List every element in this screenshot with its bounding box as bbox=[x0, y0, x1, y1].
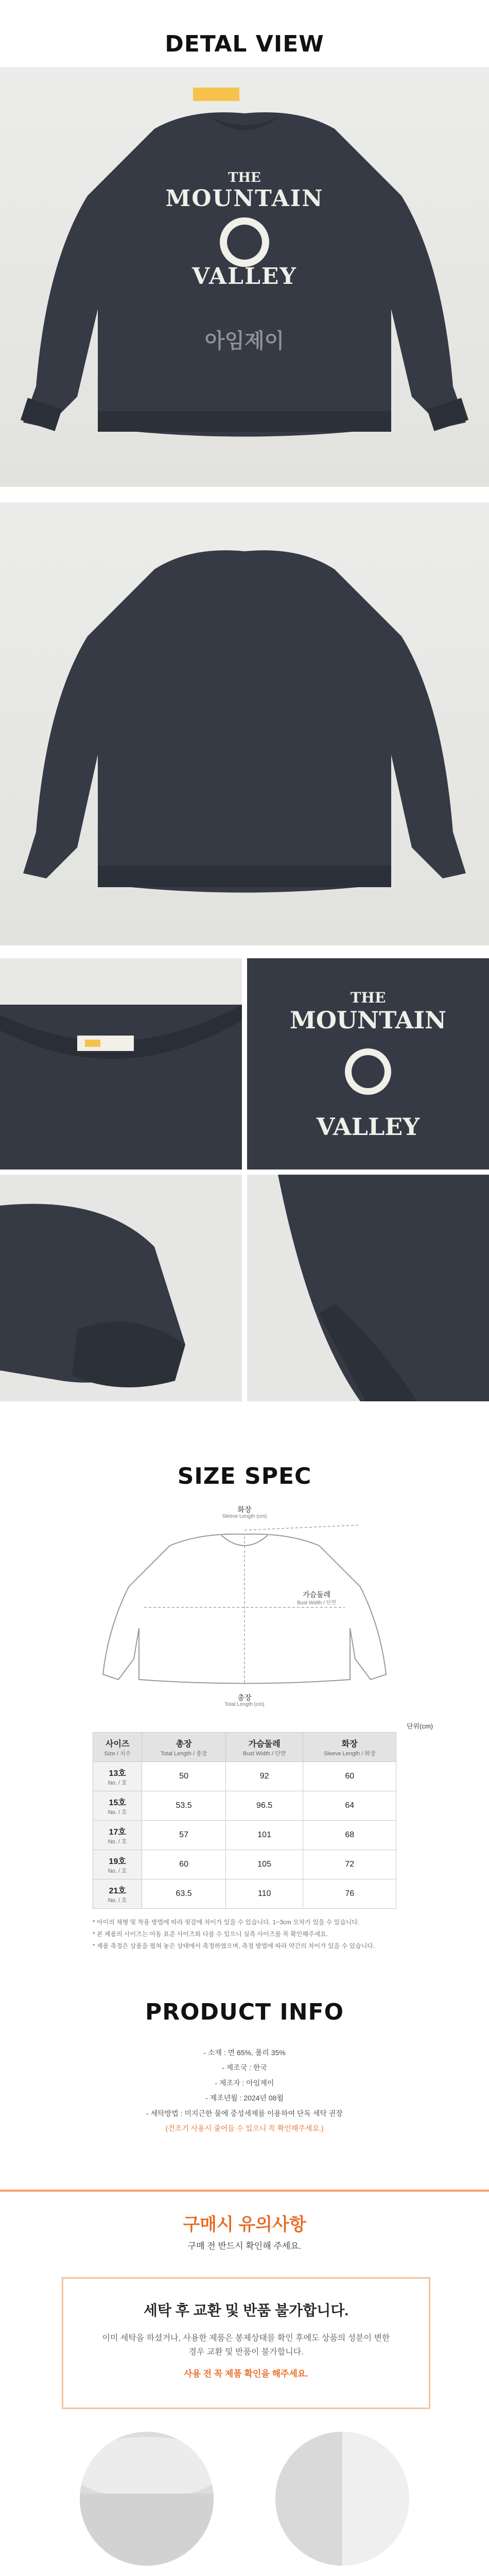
size-note: * 제품 측정은 상품을 펼쳐 놓은 상태에서 측정하였으며, 측정 방법에 따라 약간의 차이가 있을 수 있습니다. bbox=[93, 1942, 375, 1950]
detail-photo-print bbox=[247, 958, 489, 1170]
size-diagram bbox=[0, 1504, 489, 1721]
print-closeup-the: THE bbox=[350, 989, 386, 1006]
size-note: * 아이의 체형 및 착용 방법에 따라 핏감에 차이가 있을 수 있습니다. 1~3cm 오차가 있을 수 있습니다. bbox=[93, 1919, 360, 1926]
watermark: 아임제이 bbox=[204, 330, 285, 352]
size-spec-notes bbox=[93, 1917, 412, 1952]
caution-title: 구매시 유의사항 bbox=[183, 2215, 306, 2234]
product-info-line: - 제조년월 : 2024년 08월 bbox=[205, 2094, 284, 2103]
product-info-line: - 제조자 : 아임제이 bbox=[215, 2078, 274, 2087]
product-info-line: (건조기 사용시 줄어들 수 있으니 꼭 확인해주세요.) bbox=[165, 2124, 324, 2132]
product-info-line: - 세탁방법 : 미지근한 물에 중성세제를 이용하여 단독 세탁 권장 bbox=[146, 2109, 343, 2117]
product-photo-back bbox=[0, 502, 489, 945]
detail-photo-hem bbox=[247, 1175, 489, 1401]
header-sleeve: 화장 Sleeve Length / 화장 bbox=[303, 1733, 396, 1762]
caution-box bbox=[62, 2277, 430, 2409]
chest-label: 가슴둘레 bbox=[302, 1590, 331, 1599]
size-note: * 본 제품의 사이즈는 아동 표준 사이즈와 다를 수 있으니 실측 사이즈를 꼭 확인해주세요. bbox=[93, 1930, 328, 1938]
print-closeup-mountain: MOUNTAIN bbox=[289, 1006, 447, 1034]
sleeve-label: 화장 bbox=[237, 1505, 252, 1514]
caution-subtitle: 구매 전 반드시 확인해 주세요. bbox=[187, 2241, 302, 2251]
neck-photo bbox=[80, 2432, 214, 2566]
length-label: 총장 bbox=[237, 1693, 252, 1702]
detail-photo-cuff bbox=[0, 1175, 242, 1401]
caution-card-neck bbox=[57, 2432, 237, 2576]
chest-label-en: Bust Width / 단면 bbox=[296, 1600, 336, 1606]
table-row: 15호 No. / 호 53.5 96.5 64 bbox=[93, 1791, 396, 1821]
product-info-title: PRODUCT INFO bbox=[145, 1999, 344, 2025]
section-divider bbox=[0, 2190, 489, 2192]
product-info-line: - 제조국 : 한국 bbox=[222, 2063, 267, 2072]
size-spec-table bbox=[93, 1732, 396, 1909]
table-row: 21호 No. / 호 63.5 110 76 bbox=[93, 1879, 396, 1909]
header-chest: 가슴둘레 Bust Width / 단면 bbox=[225, 1733, 303, 1762]
table-row: 13호 No. / 호 50 92 60 bbox=[93, 1762, 396, 1791]
product-info-line: - 소재 : 면 65%, 폴리 35% bbox=[203, 2048, 286, 2057]
product-info-list bbox=[0, 2045, 489, 2136]
length-label-en: Total Length (cm) bbox=[224, 1702, 265, 1707]
table-row: 19호 No. / 호 60 105 72 bbox=[93, 1850, 396, 1879]
table-row: 17호 No. / 호 57 101 68 bbox=[93, 1821, 396, 1850]
print-text-mountain: MOUNTAIN bbox=[165, 185, 324, 212]
caution-box-text: 이미 세탁을 하셨거나, 사용한 제품은 봉제상태를 확인 후에도 상품의 성분이 변한 경우 교환 및 반품이 불가합니다. bbox=[102, 2334, 390, 2357]
size-spec-title: SIZE SPEC bbox=[177, 1463, 312, 1489]
print-text-valley: VALLEY bbox=[192, 263, 297, 290]
header-size: 사이즈 Size / 치수 bbox=[93, 1733, 142, 1762]
caution-box-highlight: 사용 전 꼭 제품 확인을 해주세요. bbox=[184, 2369, 308, 2379]
product-photo-front bbox=[0, 67, 489, 487]
caution-card-thickness bbox=[252, 2432, 432, 2576]
header-length: 총장 Total Length / 총장 bbox=[142, 1733, 225, 1762]
caution-box-title: 세탁 후 교환 및 반품 불가합니다. bbox=[143, 2302, 349, 2318]
size-spec-header-row bbox=[93, 1733, 396, 1762]
sleeve-label-en: Sleeve Length (cm) bbox=[222, 1514, 267, 1519]
print-closeup-valley: VALLEY bbox=[316, 1113, 420, 1141]
detail-view-title: DETAL VIEW bbox=[165, 31, 324, 57]
unit-label: 단위(cm) bbox=[407, 1722, 433, 1730]
print-text-the: THE bbox=[228, 170, 261, 185]
thickness-photo bbox=[275, 2432, 409, 2566]
detail-photo-collar bbox=[0, 958, 242, 1170]
